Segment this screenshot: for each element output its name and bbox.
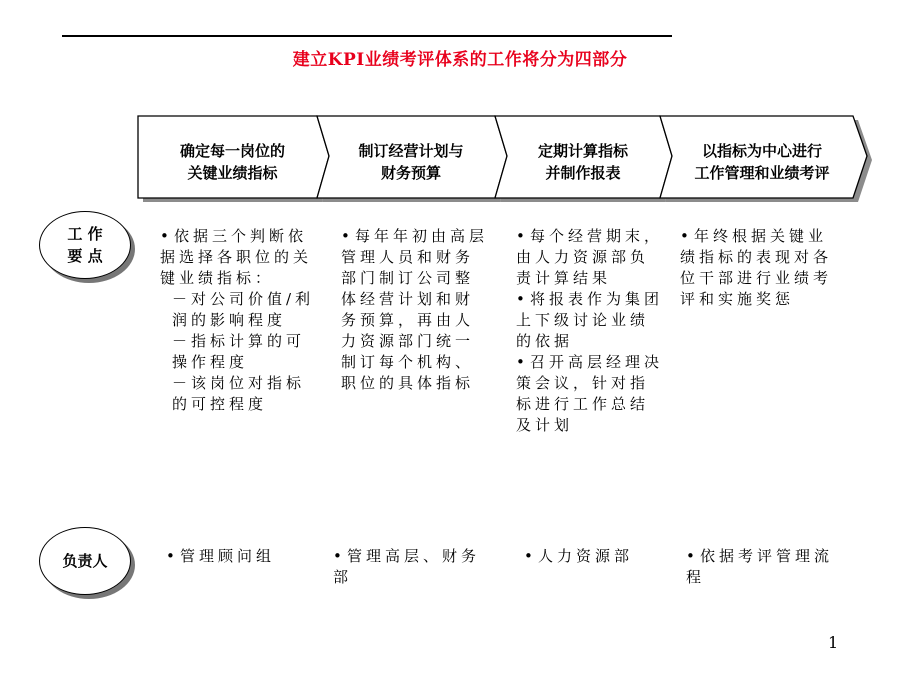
owner-col-3: • 人力资源部 (524, 546, 684, 567)
step-1-label: 确定每一岗位的 关键业绩指标 (179, 142, 285, 182)
work-points-col-1: • 依据三个判断依据选择各职位的关键业绩指标： －对公司价值/利润的影响程度 －指标计算的可操作程度 －该岗位对指标的可控程度 (160, 226, 320, 415)
step-2-label: 制订经营计划与 财务预算 (358, 142, 464, 182)
step-3-label: 定期计算指标 并制作报表 (537, 142, 628, 182)
owner-col-1: • 管理顾问组 (166, 546, 326, 567)
work-points-label: 工 作 要 点 (39, 211, 131, 279)
owner-label: 负责人 (39, 527, 131, 595)
step-4-label: 以指标为中心进行 工作管理和业绩考评 (694, 142, 830, 182)
page-number: 1 (828, 633, 839, 652)
work-points-col-2: • 每年年初由高层管理人员和财务部门制订公司整体经营计划和财务预算，再由人力资源部门统一制订每个机构、职位的具体指标 (341, 226, 491, 394)
page-title: 建立KPI业绩考评体系的工作将分为四部分 (292, 50, 628, 70)
work-points-col-4: • 年终根据关键业绩指标的表现对各位干部进行业绩考评和实施奖惩 (680, 226, 840, 310)
work-points-col-3: • 每个经营期末，由人力资源部负责计算结果 • 将报表作为集团上下级讨论业绩的依据 • 召开高层经理决策会议，针对指标进行工作总结及计划 (516, 226, 666, 436)
owner-col-2: • 管理高层、财务部 (333, 546, 493, 588)
owner-col-4: • 依据考评管理流程 (686, 546, 841, 588)
